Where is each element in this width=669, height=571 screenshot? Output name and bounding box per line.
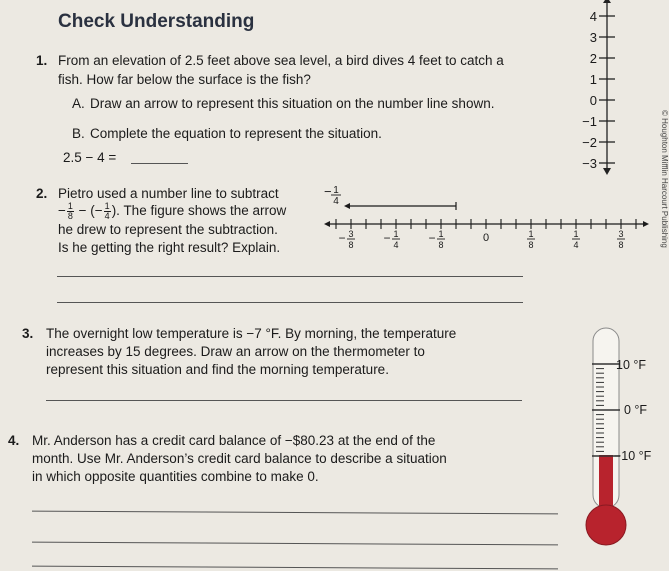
hline-label-den: 8 [438,240,444,250]
q1-number: 1. [36,53,48,68]
q2-minus-paren: − (− [74,203,103,219]
q2-text-line3: he drew to represent the subtraction. [58,222,278,237]
hline-label-num: 3 [348,229,354,239]
q2-frac-a [67,202,74,221]
q2-frac-a-num: 1 [67,201,73,211]
arrow-label-num: 1 [333,185,339,196]
vline-tick-label: −2 [582,135,597,150]
hline-label-den: 8 [348,240,354,250]
hline-label-sign: − [338,231,346,245]
hline-label-sign: − [428,231,436,245]
arrow-label-sign: − [324,184,332,199]
q2-frac-b-num: 1 [104,201,110,211]
q4-answer-line-3[interactable] [32,566,558,570]
thermometer-bulb [586,505,626,545]
page-title: Check Understanding [58,11,255,32]
hline-label-den: 8 [618,240,624,250]
hline-label-num: 1 [528,229,534,239]
q2-text-line1: Pietro used a number line to subtract [58,186,279,201]
hline-label-sign: − [383,231,391,245]
q1b-text: Complete the equation to represent the situation. [90,126,382,141]
vline-tick-label: −3 [582,156,597,171]
hline-label-num: 1 [573,229,579,239]
vline-tick-label: 0 [589,93,597,108]
q3-text-line3: represent this situation and find the morning temperature. [46,362,389,377]
q3-answer-line[interactable] [46,400,522,401]
q2-frac-b-den: 4 [104,211,110,221]
vline-tick-label: 1 [589,72,597,87]
q2-text-line4: Is he getting the right result? Explain. [58,240,281,255]
q2-answer-line-2[interactable] [57,302,523,303]
q3-text-line2: increases by 15 degrees. Draw an arrow on the thermometer to [46,344,425,359]
q3-number: 3. [22,326,34,341]
q2-text-line2-rest: ). The figure shows the arrow [111,203,287,219]
q1a-text: Draw an arrow to represent this situation on the number line shown. [90,96,495,111]
q4-text-line3: in which opposite quantities combine to make 0. [32,469,319,484]
vline-tick-label: −1 [582,114,597,129]
q1b-equation: 2.5 − 4 = [63,150,117,165]
therm-label-0: 0 °F [624,403,648,417]
q2-text-line2 [58,202,286,221]
q4-answer-line-2[interactable] [32,542,558,546]
hline-label-den: 4 [393,240,399,250]
hline-label-num: 1 [393,229,399,239]
q1-text-line2: fish. How far below the surface is the fish? [58,72,311,87]
copyright-side-text: © Houghton Mifflin Harcourt Publishing [660,110,669,248]
q1b-answer-blank[interactable] [131,163,188,164]
vline-tick-label: 4 [589,9,597,24]
q2-frac-a-sign: − [58,203,66,219]
vertical-number-line[interactable] [582,0,655,175]
q4-text-line1: Mr. Anderson has a credit card balance of −$80.23 at the end of the [32,433,436,448]
vline-tick-label: 3 [589,30,597,45]
q2-frac-b [104,202,111,221]
arrow-label-den: 4 [333,196,339,207]
therm-label-10: 10 °F [616,358,647,372]
q4-answer-line-1[interactable] [32,511,558,515]
hline-label-den: 8 [528,240,534,250]
q2-frac-a-den: 8 [67,211,73,221]
horizontal-number-line [320,182,650,267]
q1b-label: B. [72,126,85,141]
hline-label-den: 4 [573,240,579,250]
q1a-label: A. [72,96,85,111]
hline-label-zero: 0 [482,232,490,244]
q4-text-line2: month. Use Mr. Anderson’s credit card balance to describe a situation [32,451,447,466]
q3-text-line1: The overnight low temperature is −7 °F. By morning, the temperature [46,326,457,341]
q2-number: 2. [36,186,48,201]
thermometer[interactable] [583,320,667,570]
hline-label-num: 1 [438,229,444,239]
therm-label-neg10: −10 °F [614,449,652,463]
q4-number: 4. [8,433,20,448]
q1-text-line1: From an elevation of 2.5 feet above sea level, a bird dives 4 feet to catch a [58,53,504,68]
vline-tick-label: 2 [589,51,597,66]
q2-answer-line-1[interactable] [57,276,523,277]
hline-label-num: 3 [618,229,624,239]
